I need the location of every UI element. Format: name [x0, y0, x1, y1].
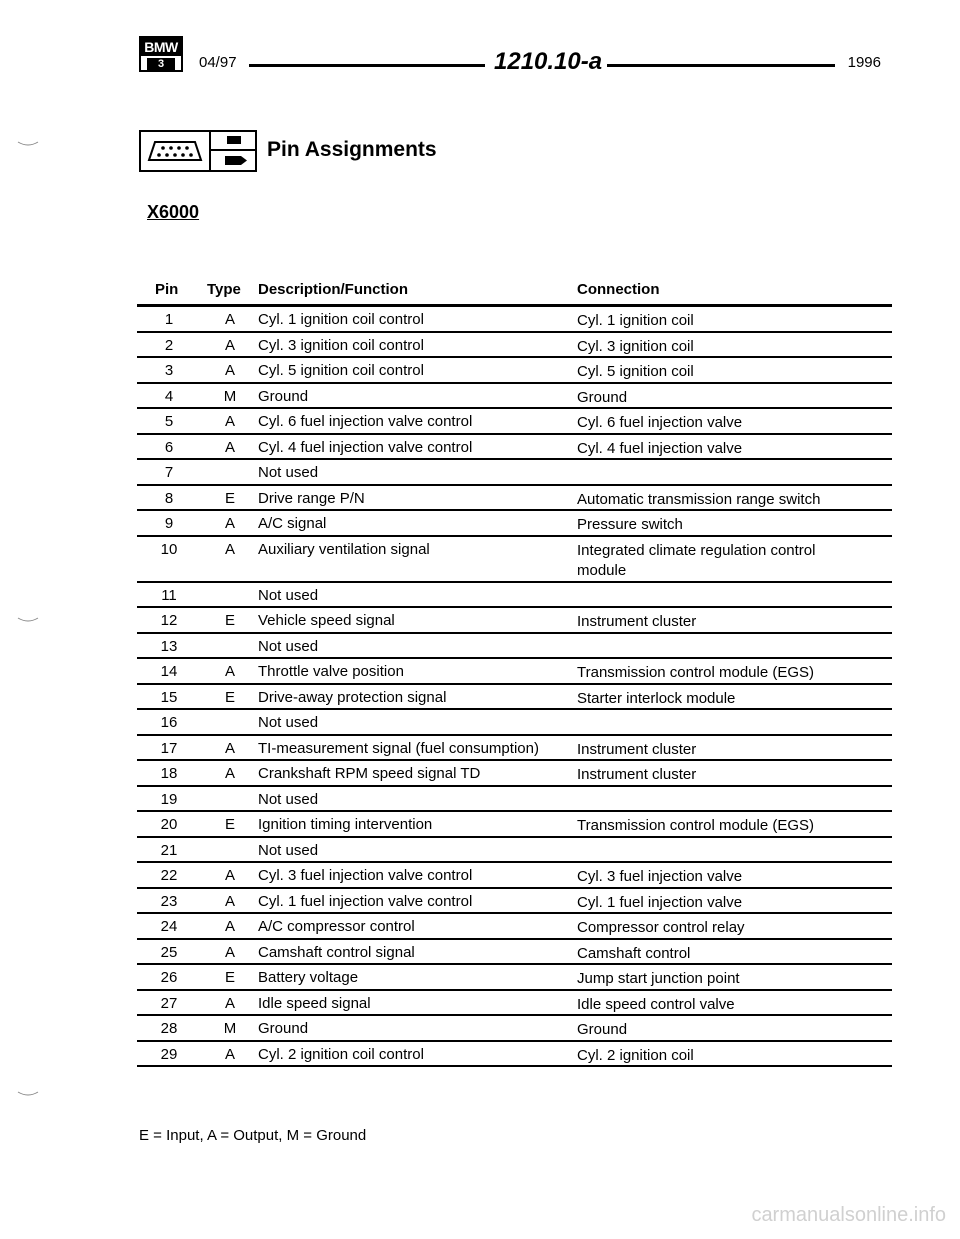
cell-pin: 4	[164, 387, 174, 405]
cell-type: E	[224, 816, 235, 833]
cell-type: A	[224, 311, 235, 328]
cell-type: A	[224, 765, 235, 782]
cell-type: E	[224, 489, 235, 507]
cell-type: A	[224, 892, 235, 910]
cell-description: Ground	[258, 1020, 309, 1037]
cell-description: Cyl. 2 ignition coil control	[258, 1045, 424, 1063]
logo-series: 3	[147, 58, 175, 70]
table-row	[137, 307, 892, 333]
cell-description: Cyl. 6 fuel injection valve control	[258, 413, 473, 430]
cell-connection: Cyl. 2 ignition coil	[577, 1046, 694, 1064]
cell-type: A	[224, 438, 235, 456]
cell-type: A	[224, 362, 235, 379]
cell-pin: 10	[160, 540, 178, 558]
cell-type: A	[224, 1045, 235, 1063]
table-row	[137, 409, 892, 435]
cell-connection: Automatic transmission range switch	[577, 490, 821, 508]
cell-pin: 13	[160, 637, 178, 655]
table-row	[137, 710, 892, 736]
cell-description: Idle speed signal	[258, 994, 371, 1012]
table-row	[137, 435, 892, 461]
cell-description: Battery voltage	[258, 969, 359, 986]
cell-type: E	[224, 688, 235, 706]
cell-type: A	[224, 663, 235, 680]
table-row	[137, 965, 892, 991]
cell-pin: 2	[164, 336, 174, 354]
table-row	[137, 333, 892, 359]
cell-type: M	[223, 1020, 237, 1037]
cell-pin: 26	[160, 969, 178, 986]
table-row	[137, 863, 892, 889]
cell-connection: Cyl. 5 ignition coil	[577, 363, 694, 380]
cell-description: Drive range P/N	[258, 489, 365, 507]
cell-type: M	[223, 387, 237, 405]
cell-type: A	[224, 540, 235, 558]
table-row	[137, 659, 892, 685]
table-row	[137, 460, 892, 486]
cell-pin: 23	[160, 892, 178, 910]
margin-mark	[16, 616, 40, 624]
cell-connection: Cyl. 6 fuel injection valve	[577, 414, 743, 431]
cell-pin: 27	[160, 994, 178, 1012]
cell-description: Throttle valve position	[258, 663, 404, 680]
cell-connection: Ground	[577, 388, 628, 406]
table-row	[137, 787, 892, 813]
cell-connection: Cyl. 4 fuel injection valve	[577, 439, 743, 457]
cell-pin: 17	[160, 739, 178, 757]
table-body	[137, 307, 892, 1067]
cell-pin: 21	[160, 841, 178, 859]
cell-description: A/C signal	[258, 515, 327, 532]
cell-description: Cyl. 3 ignition coil control	[258, 336, 424, 354]
cell-pin: 8	[164, 489, 174, 507]
header-year: 1996	[847, 54, 881, 71]
cell-connection: Pressure switch	[577, 516, 683, 533]
table-row	[137, 838, 892, 864]
cell-connection: Camshaft control	[577, 944, 691, 962]
cell-connection: Idle speed control valve	[577, 995, 735, 1013]
pin-plug-icon	[211, 130, 257, 172]
header-rule-right	[607, 64, 835, 67]
cell-description: Vehicle speed signal	[258, 612, 395, 629]
table-row	[137, 634, 892, 660]
cell-type: A	[224, 336, 235, 354]
table-header	[137, 278, 892, 304]
table-row	[137, 914, 892, 940]
cell-connection: Starter interlock module	[577, 689, 736, 707]
header-pin: Pin	[155, 281, 179, 298]
cell-pin: 18	[160, 765, 178, 782]
table-row	[137, 736, 892, 762]
watermark: carmanualsonline.info	[751, 1204, 946, 1226]
cell-description: Cyl. 3 fuel injection valve control	[258, 867, 473, 884]
cell-pin: 7	[164, 464, 174, 481]
table-row	[137, 486, 892, 512]
bmw-3-series-logo	[139, 36, 183, 72]
header-date: 04/97	[199, 54, 237, 71]
table-row	[137, 583, 892, 609]
table-row	[137, 511, 892, 537]
cell-description: Ground	[258, 387, 309, 405]
cell-description: Not used	[258, 586, 319, 604]
pin-assignment-table	[137, 278, 892, 1067]
cell-pin: 5	[164, 413, 174, 430]
cell-description: Not used	[258, 714, 319, 731]
cell-type: E	[224, 612, 235, 629]
cell-description: Camshaft control signal	[258, 943, 415, 961]
cell-connection: Transmission control module (EGS)	[577, 664, 815, 681]
connector-code: X6000	[147, 202, 200, 222]
cell-connection: Jump start junction point	[577, 970, 740, 987]
cell-description: Not used	[258, 841, 319, 859]
cell-pin: 11	[161, 586, 177, 604]
cell-description: Crankshaft RPM speed signal TD	[258, 765, 481, 782]
table-row	[137, 889, 892, 915]
cell-pin: 14	[160, 663, 178, 680]
cell-description: Not used	[258, 637, 319, 655]
margin-mark	[16, 140, 40, 148]
header-document-code: 1210.10-a	[494, 48, 603, 75]
cell-description: Not used	[258, 790, 319, 808]
cell-pin: 25	[160, 943, 178, 961]
cell-connection: Ground	[577, 1021, 628, 1038]
cell-description: Cyl. 1 ignition coil control	[258, 311, 424, 328]
cell-pin: 24	[160, 918, 178, 935]
logo-brand: BMW	[141, 38, 181, 56]
cell-connection: Cyl. 3 ignition coil	[577, 337, 694, 355]
cell-type: A	[224, 994, 235, 1012]
page-title: Pin Assignments	[267, 138, 437, 161]
cell-connection: Integrated climate regulation control module	[577, 541, 816, 579]
header-connection: Connection	[577, 281, 660, 298]
header-description: Description/Function	[258, 281, 408, 298]
cell-type: A	[224, 867, 235, 884]
cell-type: A	[224, 413, 235, 430]
cell-connection: Instrument cluster	[577, 766, 697, 783]
cell-pin: 12	[160, 612, 178, 629]
cell-description: Ignition timing intervention	[258, 816, 433, 833]
table-row	[137, 685, 892, 711]
table-row	[137, 1016, 892, 1042]
cell-pin: 16	[160, 714, 178, 731]
cell-pin: 19	[160, 790, 178, 808]
cell-pin: 6	[164, 438, 174, 456]
table-row	[137, 991, 892, 1017]
cell-pin: 20	[160, 816, 178, 833]
cell-type: A	[224, 739, 235, 757]
connector-icon	[139, 130, 211, 172]
cell-connection: Instrument cluster	[577, 613, 697, 630]
cell-description: Drive-away protection signal	[258, 688, 447, 706]
cell-type: A	[224, 943, 235, 961]
cell-connection: Transmission control module (EGS)	[577, 817, 815, 834]
cell-description: A/C compressor control	[258, 918, 415, 935]
cell-connection: Compressor control relay	[577, 919, 745, 936]
cell-description: TI-measurement signal (fuel consumption)	[258, 739, 539, 757]
cell-connection: Cyl. 1 fuel injection valve	[577, 893, 743, 911]
cell-pin: 29	[160, 1045, 178, 1063]
table-row	[137, 358, 892, 384]
cell-type: E	[224, 969, 235, 986]
cell-pin: 3	[164, 362, 174, 379]
cell-type: A	[224, 515, 235, 532]
section-title-row	[139, 130, 639, 172]
cell-connection: Instrument cluster	[577, 740, 697, 758]
margin-mark	[16, 1090, 40, 1098]
cell-pin: 9	[164, 515, 174, 532]
cell-connection: Cyl. 3 fuel injection valve	[577, 868, 743, 885]
cell-description: Auxiliary ventilation signal	[258, 540, 430, 558]
header-type: Type	[207, 281, 241, 298]
cell-connection: Cyl. 1 ignition coil	[577, 312, 694, 329]
cell-pin: 28	[160, 1020, 178, 1037]
table-row	[137, 761, 892, 787]
table-row	[137, 812, 892, 838]
cell-description: Not used	[258, 464, 319, 481]
table-row	[137, 384, 892, 410]
page-header	[139, 36, 881, 75]
cell-type: A	[224, 918, 235, 935]
table-row	[137, 537, 892, 583]
cell-pin: 1	[164, 311, 174, 328]
cell-description: Cyl. 1 fuel injection valve control	[258, 892, 473, 910]
table-row	[137, 1042, 892, 1068]
cell-pin: 22	[160, 867, 178, 884]
cell-description: Cyl. 5 ignition coil control	[258, 362, 424, 379]
table-row	[137, 608, 892, 634]
cell-description: Cyl. 4 fuel injection valve control	[258, 438, 473, 456]
type-legend: E = Input, A = Output, M = Ground	[139, 1127, 367, 1144]
table-row	[137, 940, 892, 966]
cell-pin: 15	[160, 688, 178, 706]
header-rule-left	[249, 64, 485, 67]
